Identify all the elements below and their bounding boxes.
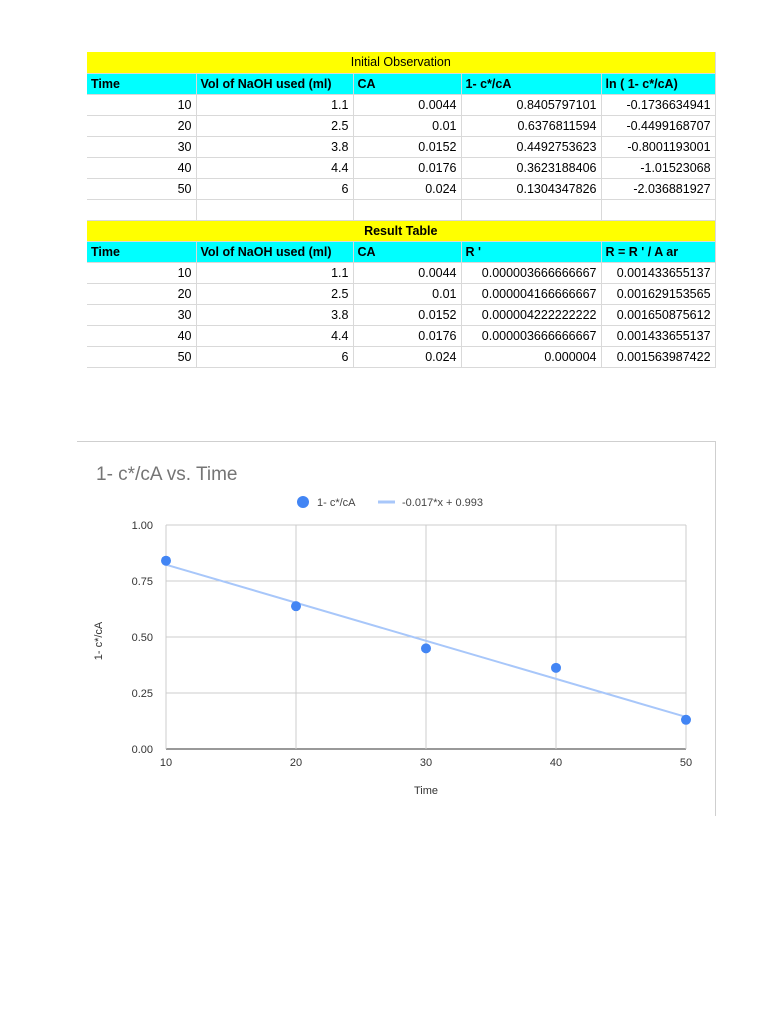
y-tick-label: 1.00: [131, 520, 153, 532]
table-cell: 0.001629153565: [601, 283, 715, 304]
table-cell: 0.0176: [353, 157, 461, 178]
table-cell: 4.4: [196, 157, 353, 178]
table-cell: 30: [87, 136, 196, 157]
table-cell: -0.1736634941: [601, 94, 715, 115]
table-cell: 0.000003666666667: [461, 262, 601, 283]
table-row: [87, 346, 715, 367]
x-axis-label: Time: [413, 785, 439, 797]
table-cell: 0.0152: [353, 304, 461, 325]
table-cell: 6: [196, 178, 353, 199]
data-point: [421, 643, 431, 653]
y-tick-label: 0.50: [131, 632, 153, 644]
column-header: CA: [353, 73, 461, 94]
column-header: ln ( 1- c*/cA): [601, 73, 715, 94]
table-cell: 3.8: [196, 304, 353, 325]
chart-container: [77, 441, 716, 816]
table-cell: [87, 199, 196, 220]
legend-series-label: 1- c*/cA: [317, 497, 356, 509]
x-tick-label: 20: [289, 757, 303, 769]
y-tick-label: 0.00: [131, 744, 153, 756]
table-row: [87, 136, 715, 157]
table-cell: 2.5: [196, 115, 353, 136]
x-tick-label: 30: [419, 757, 433, 769]
table-cell: 0.0176: [353, 325, 461, 346]
table-cell: -2.036881927: [601, 178, 715, 199]
table-row: [87, 325, 715, 346]
column-header: CA: [353, 241, 461, 262]
table-cell: 0.001433655137: [601, 262, 715, 283]
column-header: Time: [87, 241, 196, 262]
table-cell: 3.8: [196, 136, 353, 157]
table-cell: -0.4499168707: [601, 115, 715, 136]
table-cell: 10: [87, 262, 196, 283]
table-row: [87, 157, 715, 178]
data-point: [551, 663, 561, 673]
table-cell: 0.000004222222222: [461, 304, 601, 325]
table-cell: 0.001650875612: [601, 304, 715, 325]
column-header: R = R ' / A ar: [601, 241, 715, 262]
table-row: [87, 283, 715, 304]
column-header: Vol of NaOH used (ml): [196, 241, 353, 262]
table-cell: 0.024: [353, 178, 461, 199]
data-point: [161, 556, 171, 566]
table-cell: 40: [87, 325, 196, 346]
scatter-chart: [77, 442, 715, 816]
blank-row: [87, 199, 715, 220]
table-row: [87, 262, 715, 283]
table-cell: 0.6376811594: [461, 115, 601, 136]
result-table-title: Result Table: [87, 220, 715, 241]
y-tick-label: 0.75: [131, 576, 153, 588]
table-cell: [353, 199, 461, 220]
table-cell: -1.01523068: [601, 157, 715, 178]
x-tick-label: 40: [549, 757, 563, 769]
legend-trendline-label: -0.017*x + 0.993: [402, 497, 484, 509]
table-row: [87, 178, 715, 199]
table-cell: 0.000003666666667: [461, 325, 601, 346]
chart-legend: [297, 496, 483, 509]
table-cell: 0.001563987422: [601, 346, 715, 367]
initial-title-row: [87, 52, 715, 73]
table-cell: [601, 199, 715, 220]
table-cell: 0.000004166666667: [461, 283, 601, 304]
table-cell: 6: [196, 346, 353, 367]
initial-header-row: [87, 73, 715, 94]
table-cell: 0.1304347826: [461, 178, 601, 199]
table-cell: 0.3623188406: [461, 157, 601, 178]
table-cell: 0.001433655137: [601, 325, 715, 346]
table-cell: [461, 199, 601, 220]
table-cell: 0.000004: [461, 346, 601, 367]
table-cell: 40: [87, 157, 196, 178]
table-cell: 20: [87, 283, 196, 304]
table-cell: 20: [87, 115, 196, 136]
x-tick-label: 50: [679, 757, 693, 769]
legend-series-marker: [297, 496, 309, 508]
table-cell: -0.8001193001: [601, 136, 715, 157]
table-cell: 1.1: [196, 262, 353, 283]
table-cell: 0.0152: [353, 136, 461, 157]
table-cell: 50: [87, 346, 196, 367]
y-axis-label: 1- c*/cA: [93, 621, 105, 661]
result-header-row: [87, 241, 715, 262]
table-cell: 0.01: [353, 283, 461, 304]
table-cell: 2.5: [196, 283, 353, 304]
table-cell: 0.0044: [353, 94, 461, 115]
table-row: [87, 304, 715, 325]
initial-table-title: Initial Observation: [87, 52, 715, 73]
table-cell: 1.1: [196, 94, 353, 115]
column-header: 1- c*/cA: [461, 73, 601, 94]
y-axis-ticks: [132, 520, 153, 756]
chart-grid: [166, 525, 686, 749]
table-cell: 0.4492753623: [461, 136, 601, 157]
x-tick-label: 10: [159, 757, 173, 769]
table-cell: 50: [87, 178, 196, 199]
table-cell: 0.0044: [353, 262, 461, 283]
result-title-row: [87, 220, 715, 241]
table-cell: 0.024: [353, 346, 461, 367]
column-header: Time: [87, 73, 196, 94]
table-cell: [196, 199, 353, 220]
spreadsheet: [87, 52, 716, 368]
table-cell: 0.01: [353, 115, 461, 136]
data-point: [291, 601, 301, 611]
x-axis-ticks: [160, 757, 692, 769]
table-cell: 4.4: [196, 325, 353, 346]
chart-title: 1- c*/cA vs. Time: [96, 464, 238, 485]
table-cell: 30: [87, 304, 196, 325]
y-tick-label: 0.25: [131, 688, 153, 700]
table-cell: 0.8405797101: [461, 94, 601, 115]
data-point: [681, 715, 691, 725]
column-header: Vol of NaOH used (ml): [196, 73, 353, 94]
table-row: [87, 94, 715, 115]
table-cell: 10: [87, 94, 196, 115]
column-header: R ': [461, 241, 601, 262]
table-row: [87, 115, 715, 136]
